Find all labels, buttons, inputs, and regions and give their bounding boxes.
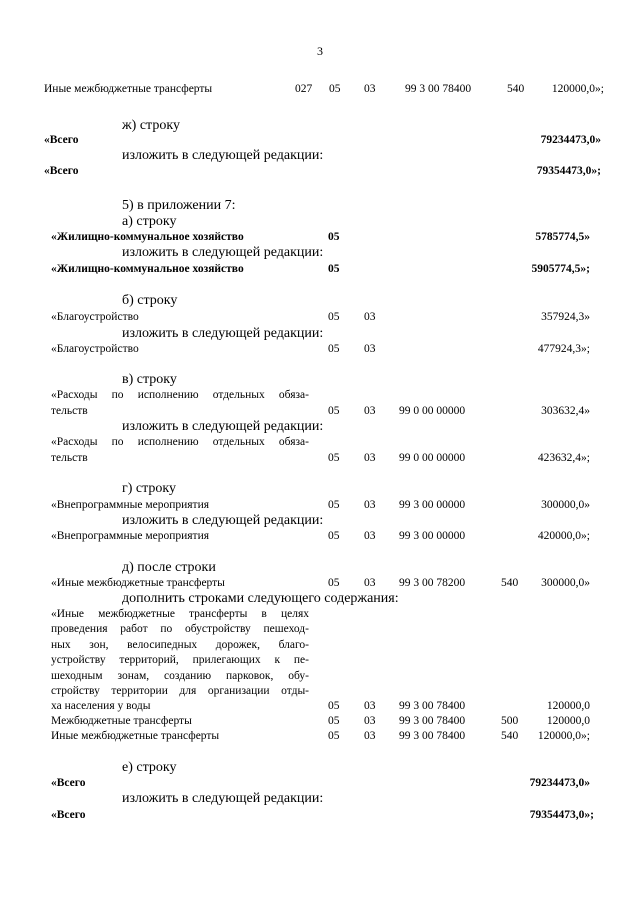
table-row [51, 714, 590, 729]
row-sum: 120000,0»; [537, 730, 590, 742]
row-name-line: ных зон, велосипедных дорожек, благо- [51, 638, 309, 651]
table-row [51, 262, 590, 277]
row-pr: 03 [364, 730, 376, 742]
row-name: Иные межбюджетные трансферты [51, 730, 220, 742]
section-head-b: б) строку [122, 293, 178, 308]
row-sum: 423632,4»; [537, 452, 590, 464]
replace-instruction: изложить в следующей редакции: [122, 791, 324, 806]
row-vr: 540 [501, 577, 519, 589]
row-pr: 03 [364, 530, 376, 542]
page-number: 3 [317, 44, 323, 58]
row-name: «Благоустройство [51, 343, 139, 355]
row-csr: 99 3 00 78400 [399, 715, 466, 727]
row-name-multiline [51, 435, 309, 450]
row-rz: 05 [328, 730, 340, 742]
row-rz: 05 [328, 452, 340, 464]
replace-instruction: изложить в следующей редакции: [122, 419, 324, 434]
table-row [51, 310, 590, 325]
row-name-line: шеходным зонам, созданию парковок, обу- [51, 669, 309, 682]
replace-instruction: изложить в следующей редакции: [122, 245, 324, 260]
table-row [51, 699, 590, 714]
appendix-head: 5) в приложении 7: [122, 198, 236, 213]
row-pr: 03 [364, 83, 376, 95]
row-name: «Жилищно-коммунальное хозяйство [51, 231, 244, 243]
replace-instruction: изложить в следующей редакции: [122, 326, 324, 341]
table-row [51, 576, 590, 591]
table-row [51, 808, 594, 823]
row-name: «Жилищно-коммунальное хозяйство [51, 263, 244, 275]
row-name-line: проведения работ по обустройству пешеход- [51, 623, 309, 636]
row-name: «Внепрограммные мероприятия [51, 499, 210, 511]
row-name-line: «Иные межбюджетные трансферты в целях [51, 608, 309, 620]
row-rz: 05 [328, 577, 340, 589]
row-rz: 05 [328, 530, 340, 542]
section-head-e: е) строку [122, 760, 177, 775]
row-rz: 05 [328, 231, 340, 243]
row-sum: 120000,0»; [551, 83, 604, 95]
row-rz: 05 [328, 700, 340, 712]
row-name: «Всего [44, 134, 79, 146]
row-name: ха населения у воды [51, 700, 151, 712]
row-name: «Внепрограммные мероприятия [51, 530, 210, 542]
row-pr: 03 [364, 343, 376, 355]
row-pr: 03 [364, 452, 376, 464]
row-vr: 540 [501, 730, 519, 742]
row-name: «Всего [44, 165, 79, 177]
table-row [51, 342, 590, 357]
row-pr: 03 [364, 499, 376, 511]
row-sum: 79234473,0» [529, 777, 590, 789]
row-rz: 05 [329, 83, 341, 95]
row-csr: 99 3 00 78200 [399, 577, 466, 589]
row-csr: 99 0 00 00000 [399, 452, 466, 464]
row-name-line: «Расходы по исполнению отдельных обяза- [51, 389, 309, 401]
row-name-line: стройству территории для организации отды- [51, 685, 309, 698]
row-pr: 03 [364, 577, 376, 589]
table-row [51, 404, 590, 419]
row-name: Межбюджетные трансферты [51, 715, 192, 727]
table-row [51, 776, 590, 791]
table-row [51, 498, 590, 513]
row-csr: 99 0 00 00000 [399, 405, 466, 417]
section-head-g: г) строку [122, 481, 177, 496]
row-csr: 99 3 00 78400 [399, 700, 466, 712]
table-row [44, 164, 601, 179]
row-sum: 120000,0 [546, 700, 590, 712]
row-pr: 03 [364, 405, 376, 417]
row-csr: 99 3 00 78400 [399, 730, 466, 742]
row-pr: 03 [364, 715, 376, 727]
row-sum: 303632,4» [541, 405, 590, 417]
row-rz: 05 [328, 715, 340, 727]
row-vr: 540 [507, 83, 525, 95]
row-name: «Всего [51, 809, 86, 821]
row-sum: 357924,3» [541, 311, 590, 323]
row-name: «Благоустройство [51, 311, 139, 323]
replace-instruction: изложить в следующей редакции: [122, 148, 324, 163]
row-sum: 120000,0 [546, 715, 590, 727]
row-sum: 300000,0» [541, 499, 590, 511]
section-head-zh: ж) строку [122, 118, 180, 133]
row-sum: 5785774,5» [535, 231, 590, 243]
row-csr: 99 3 00 00000 [399, 530, 466, 542]
row-csr: 99 3 00 78400 [405, 83, 472, 95]
section-head-d: д) после строки [122, 560, 216, 575]
row-sum: 300000,0» [541, 577, 590, 589]
row-sum: 79234473,0» [540, 134, 601, 146]
row-rz: 05 [328, 499, 340, 511]
row-rz: 05 [328, 405, 340, 417]
row-name: тельств [51, 452, 88, 464]
table-row [44, 133, 601, 148]
row-sum: 477924,3»; [537, 343, 590, 355]
row-name: Иные межбюджетные трансферты [44, 83, 213, 95]
row-name: «Иные межбюджетные трансферты [51, 577, 225, 589]
row-sum: 5905774,5»; [531, 263, 590, 275]
row-name: «Всего [51, 777, 86, 789]
table-row [51, 230, 590, 245]
table-row [51, 451, 590, 466]
row-rz: 05 [328, 343, 340, 355]
row-name-multiline [51, 607, 309, 699]
replace-instruction: изложить в следующей редакции: [122, 513, 324, 528]
row-rz: 05 [328, 311, 340, 323]
section-head-v: в) строку [122, 372, 177, 387]
add-instruction: дополнить строками следующего содержания: [122, 591, 399, 606]
row-sum: 79354473,0»; [536, 165, 601, 177]
row-name-multiline [51, 388, 309, 403]
section-head-a: а) строку [122, 214, 177, 229]
row-vr: 500 [501, 715, 519, 727]
row-name: тельств [51, 405, 88, 417]
row-pr: 03 [364, 700, 376, 712]
row-sum: 420000,0»; [537, 530, 590, 542]
row-pr: 03 [364, 311, 376, 323]
row-name-line: «Расходы по исполнению отдельных обяза- [51, 436, 309, 448]
row-ved: 027 [295, 83, 313, 95]
row-rz: 05 [328, 263, 340, 275]
row-name-line: устройству территорий, прилегающих к пе- [51, 654, 309, 667]
table-row [51, 529, 590, 544]
table-row [51, 729, 590, 744]
row-sum: 79354473,0»; [529, 809, 594, 821]
row-csr: 99 3 00 00000 [399, 499, 466, 511]
table-row [44, 82, 604, 97]
